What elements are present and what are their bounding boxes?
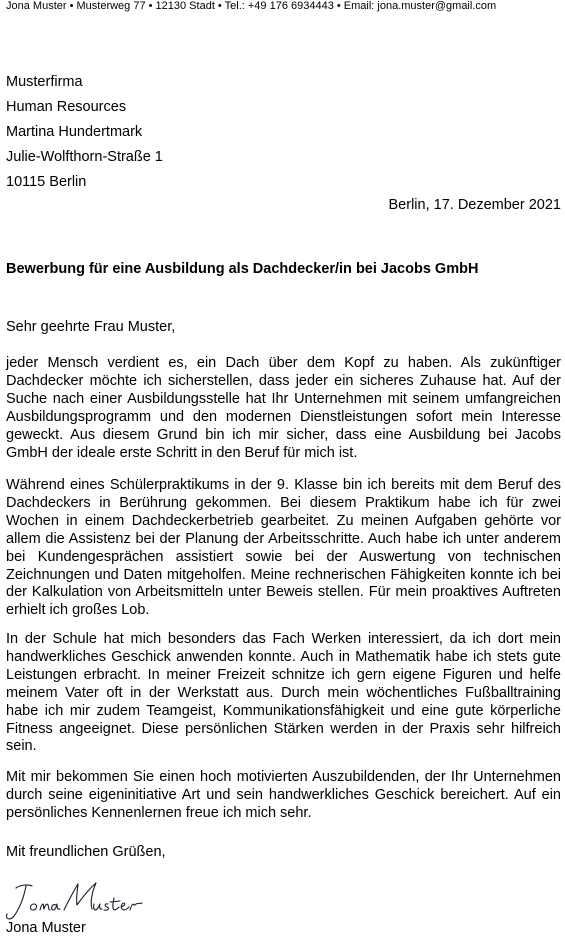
sender-address-line: Jona Muster • Musterweg 77 • 12130 Stadt • Tel.: +49 176 6934443 • Email: jona.muster@gmail.com: [6, 0, 497, 12]
letter-date: Berlin, 17. Dezember 2021: [388, 197, 561, 213]
recipient-department: Human Resources: [6, 99, 127, 115]
recipient-contact: Martina Hundertmark: [6, 124, 143, 140]
recipient-street: Julie-Wolfthorn-Straße 1: [6, 149, 163, 165]
body-paragraph-4: Mit mir bekommen Sie einen hoch motivierten Auszubildenden, der Ihr Unternehmen durch seine eigeninitiative Art und sein handwerkliches Geschick bereichert. Auf ein persönliches Kennenlernen freue ich mich sehr.: [6, 769, 561, 821]
recipient-address-block: [6, 70, 406, 195]
recipient-city: 10115 Berlin: [6, 174, 87, 190]
recipient-company: Musterfirma: [6, 74, 83, 90]
letter-subject: Bewerbung für eine Ausbildung als Dachdecker/in bei Jacobs GmbH: [6, 261, 479, 277]
body-paragraph-3: In der Schule hat mich besonders das Fach Werken interessiert, da ich dort mein handwerkliches Geschick anwenden konnte. Auch in Mathematik habe ich stets gute Leistungen erbracht. In meiner Freizeit schnitze ich gern eigene Figuren und helfe meinem Vater oft in der Werkstatt aus. Durch mein wöchentliches Fußballtraining habe ich mir zudem Teamgeist, Kommunikationsfähigkeit und eine gute körperliche Fitness angeeignet. Diese persönlichen Stärken werden in der Praxis sehr hilfreich sein.: [6, 631, 561, 755]
signer-name: Jona Muster: [6, 920, 86, 936]
closing-phrase: Mit freundlichen Grüßen,: [6, 844, 166, 860]
handwritten-signature: [2, 872, 152, 924]
body-paragraph-1: jeder Mensch verdient es, ein Dach über dem Kopf zu haben. Als zukünftiger Dachdecker möchte ich sicherstellen, dass jeder ein sicheres Zuhause hat. Auf der Suche nach einer Ausbildungsstelle hat Ihr Unternehmen mit seinem umfangreichen Ausbildungsprogramm und den modernen Dienstleistungen sofort mein Interesse geweckt. Aus diesem Grund bin ich mir sicher, dass eine Ausbildung bei Jacobs GmbH der ideale erste Schritt in den Beruf für mich ist.: [6, 355, 561, 461]
salutation: Sehr geehrte Frau Muster,: [6, 319, 176, 335]
body-paragraph-2: Während eines Schülerpraktikums in der 9. Klasse bin ich bereits mit dem Beruf des Dachdeckers in Berührung gekommen. Bei diesem Praktikum habe ich für zwei Wochen in einem Dachdeckerbetrieb gearbeitet. Zu meinen Aufgaben gehörte vor allem die Assistenz bei der Planung der Arbeitsschritte. Auch habe ich unter anderem bei Kundengesprächen assistiert sowie bei der Auswertung von technischen Zeichnungen und Daten mitgeholfen. Meine rechnerischen Fähigkeiten konnte ich bei der Kalkulation von Arbeitsmitteln unter Beweis stellen. Für mein proaktives Auftreten erhielt ich großes Lob.: [6, 477, 561, 619]
